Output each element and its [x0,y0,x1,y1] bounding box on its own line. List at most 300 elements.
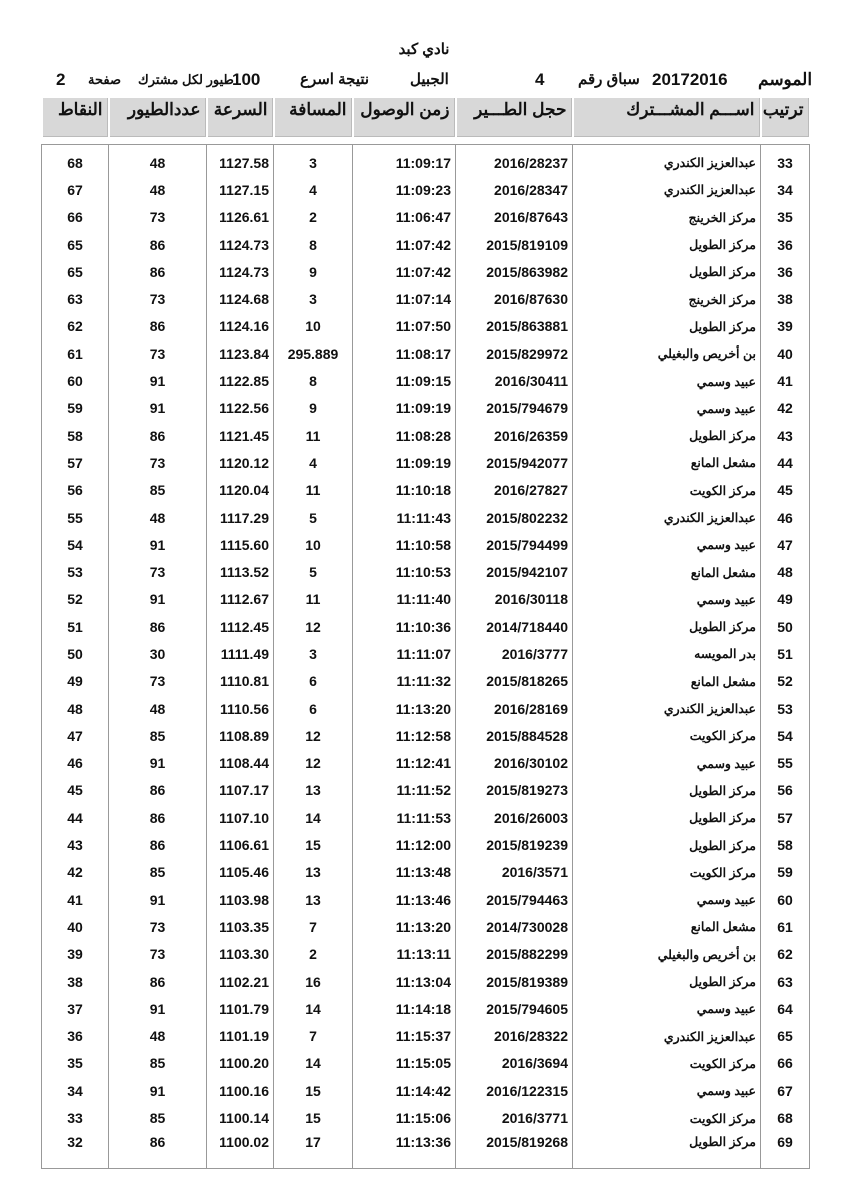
participant-cell: عبيد وسمي [573,531,761,558]
arrival-time-cell: 11:06:47 [353,204,456,231]
ring-cell: 2016/3771 [456,1104,573,1131]
ring-cell: 2016/122315 [456,1077,573,1104]
birds-cell: 85 [109,722,207,749]
birds-cell: 91 [109,750,207,777]
ring-cell: 2015/863982 [456,258,573,285]
table-row [42,204,810,231]
speed-cell: 1108.89 [207,722,274,749]
rank-cell: 63 [761,968,810,995]
column-header-points: النقاط [43,98,108,137]
result-count: 100 [232,70,261,89]
participant-cell: عبيد وسمي [573,586,761,613]
points-cell: 39 [42,941,109,968]
rank-cell: 68 [761,1104,810,1131]
points-cell: 41 [42,886,109,913]
arrival-time-cell: 11:08:17 [353,340,456,367]
points-cell: 47 [42,722,109,749]
arrival-time-cell: 11:13:20 [353,695,456,722]
birds-cell: 73 [109,558,207,585]
points-cell: 32 [42,1132,109,1169]
column-header-arrival-time: زمن الوصول [354,98,455,137]
table-row [42,176,810,203]
table-row [42,750,810,777]
arrival-time-cell: 11:10:53 [353,558,456,585]
distance-cell: 2 [274,941,353,968]
season-label: الموسم [758,70,813,89]
rank-cell: 36 [761,258,810,285]
arrival-time-cell: 11:12:58 [353,722,456,749]
points-cell: 37 [42,995,109,1022]
arrival-time-cell: 11:11:07 [353,640,456,667]
distance-cell: 5 [274,558,353,585]
table-row [42,285,810,312]
birds-cell: 86 [109,1132,207,1169]
column-header-participant: اســـم المشـــترك [574,98,760,137]
table-row [42,695,810,722]
points-cell: 40 [42,913,109,940]
birds-cell: 91 [109,531,207,558]
points-cell: 68 [42,145,109,177]
arrival-time-cell: 11:10:58 [353,531,456,558]
arrival-time-cell: 11:13:48 [353,859,456,886]
participant-cell: مركز الطويل [573,831,761,858]
points-cell: 63 [42,285,109,312]
page-label: صفحة [88,72,121,87]
birds-cell: 73 [109,204,207,231]
participant-cell: بن أخريص والبغيلي [573,941,761,968]
rank-cell: 46 [761,504,810,531]
participant-cell: مركز الطويل [573,804,761,831]
ring-cell: 2015/794679 [456,395,573,422]
rank-cell: 53 [761,695,810,722]
birds-cell: 85 [109,1104,207,1131]
birds-cell: 85 [109,477,207,504]
distance-cell: 15 [274,831,353,858]
rank-cell: 65 [761,1023,810,1050]
points-cell: 67 [42,176,109,203]
participant-cell: مشعل المانع [573,913,761,940]
birds-cell: 86 [109,231,207,258]
rank-cell: 69 [761,1132,810,1169]
race-number: 4 [535,70,545,89]
birds-cell: 73 [109,449,207,476]
rank-cell: 66 [761,1050,810,1077]
distance-cell: 7 [274,1023,353,1050]
distance-cell: 12 [274,613,353,640]
ring-cell: 2015/863881 [456,313,573,340]
speed-cell: 1122.85 [207,367,274,394]
ring-cell: 2015/942107 [456,558,573,585]
points-cell: 44 [42,804,109,831]
table-row [42,941,810,968]
distance-cell: 10 [274,531,353,558]
table-row [42,340,810,367]
table-row [42,449,810,476]
birds-cell: 86 [109,313,207,340]
birds-cell: 85 [109,859,207,886]
page-number: 2 [56,70,66,89]
speed-cell: 1120.04 [207,477,274,504]
points-cell: 65 [42,231,109,258]
distance-cell: 2 [274,204,353,231]
speed-cell: 1100.20 [207,1050,274,1077]
distance-cell: 6 [274,668,353,695]
participant-cell: مركز الكويت [573,477,761,504]
points-cell: 65 [42,258,109,285]
column-header-rank: ترتيب [762,98,809,137]
rank-cell: 60 [761,886,810,913]
participant-cell: مركز الخرينج [573,204,761,231]
distance-cell: 3 [274,285,353,312]
distance-cell: 15 [274,1104,353,1131]
ring-cell: 2016/28169 [456,695,573,722]
participant-cell: عبيد وسمي [573,367,761,394]
participant-cell: مركز الطويل [573,231,761,258]
table-row [42,1104,810,1131]
results-table [41,96,810,1169]
points-cell: 60 [42,367,109,394]
birds-cell: 91 [109,995,207,1022]
club-title: نادي كبد [398,41,450,58]
speed-cell: 1110.81 [207,668,274,695]
column-header-distance: المسافة [275,98,352,137]
rank-cell: 47 [761,531,810,558]
arrival-time-cell: 11:12:41 [353,750,456,777]
rank-cell: 33 [761,145,810,177]
rank-cell: 41 [761,367,810,394]
table-row [42,531,810,558]
rank-cell: 55 [761,750,810,777]
speed-cell: 1100.02 [207,1132,274,1169]
speed-cell: 1124.73 [207,231,274,258]
ring-cell: 2015/794499 [456,531,573,558]
speed-cell: 1112.45 [207,613,274,640]
distance-cell: 295.889 [274,340,353,367]
rank-cell: 56 [761,777,810,804]
rank-cell: 59 [761,859,810,886]
rank-cell: 61 [761,913,810,940]
birds-cell: 86 [109,422,207,449]
points-cell: 43 [42,831,109,858]
table-row [42,558,810,585]
rank-cell: 39 [761,313,810,340]
distance-cell: 11 [274,422,353,449]
participant-cell: عبيد وسمي [573,750,761,777]
rank-cell: 35 [761,204,810,231]
participant-cell: مركز الكويت [573,1050,761,1077]
table-row [42,313,810,340]
race-label: سباق رقم [578,71,640,88]
distance-cell: 17 [274,1132,353,1169]
rank-cell: 58 [761,831,810,858]
ring-cell: 2016/87643 [456,204,573,231]
rank-cell: 50 [761,613,810,640]
distance-cell: 9 [274,258,353,285]
participant-cell: عبيد وسمي [573,395,761,422]
distance-cell: 11 [274,477,353,504]
points-cell: 33 [42,1104,109,1131]
arrival-time-cell: 11:11:52 [353,777,456,804]
birds-cell: 86 [109,258,207,285]
speed-cell: 1100.14 [207,1104,274,1131]
speed-cell: 1100.16 [207,1077,274,1104]
speed-cell: 1121.45 [207,422,274,449]
ring-cell: 2015/794463 [456,886,573,913]
table-header-row [42,96,810,145]
table-row [42,1132,810,1169]
rank-cell: 54 [761,722,810,749]
table-row [42,258,810,285]
table-row [42,1077,810,1104]
birds-cell: 73 [109,285,207,312]
distance-cell: 4 [274,449,353,476]
rank-cell: 45 [761,477,810,504]
rank-cell: 42 [761,395,810,422]
birds-cell: 86 [109,804,207,831]
ring-cell: 2015/819239 [456,831,573,858]
distance-cell: 5 [274,504,353,531]
participant-cell: مركز الكويت [573,859,761,886]
rank-cell: 48 [761,558,810,585]
points-cell: 62 [42,313,109,340]
birds-cell: 73 [109,913,207,940]
distance-cell: 16 [274,968,353,995]
ring-cell: 2015/819268 [456,1132,573,1169]
distance-cell: 8 [274,231,353,258]
arrival-time-cell: 11:14:42 [353,1077,456,1104]
speed-cell: 1101.19 [207,1023,274,1050]
arrival-time-cell: 11:07:50 [353,313,456,340]
participant-cell: عبدالعزيز الكندري [573,504,761,531]
rank-cell: 52 [761,668,810,695]
points-cell: 55 [42,504,109,531]
points-cell: 48 [42,695,109,722]
table-row [42,422,810,449]
points-cell: 49 [42,668,109,695]
distance-cell: 8 [274,367,353,394]
speed-cell: 1107.17 [207,777,274,804]
speed-cell: 1122.56 [207,395,274,422]
ring-cell: 2016/26359 [456,422,573,449]
distance-cell: 14 [274,1050,353,1077]
points-cell: 54 [42,531,109,558]
table-row [42,231,810,258]
distance-cell: 3 [274,145,353,177]
table-row [42,504,810,531]
arrival-time-cell: 11:11:53 [353,804,456,831]
result-label: نتيجة اسرع [300,71,370,88]
arrival-time-cell: 11:15:05 [353,1050,456,1077]
arrival-time-cell: 11:12:00 [353,831,456,858]
participant-cell: مشعل المانع [573,668,761,695]
speed-cell: 1115.60 [207,531,274,558]
arrival-time-cell: 11:07:42 [353,231,456,258]
participant-cell: مركز الطويل [573,777,761,804]
birds-cell: 30 [109,640,207,667]
distance-cell: 7 [274,913,353,940]
arrival-time-cell: 11:08:28 [353,422,456,449]
distance-cell: 6 [274,695,353,722]
table-row [42,913,810,940]
birds-cell: 48 [109,176,207,203]
birds-cell: 86 [109,613,207,640]
birds-cell: 48 [109,695,207,722]
speed-cell: 1124.73 [207,258,274,285]
points-cell: 42 [42,859,109,886]
speed-cell: 1101.79 [207,995,274,1022]
birds-cell: 48 [109,1023,207,1050]
speed-cell: 1110.56 [207,695,274,722]
arrival-time-cell: 11:11:32 [353,668,456,695]
table-row [42,640,810,667]
points-cell: 58 [42,422,109,449]
speed-cell: 1103.35 [207,913,274,940]
rank-cell: 43 [761,422,810,449]
ring-cell: 2016/30102 [456,750,573,777]
rank-cell: 62 [761,941,810,968]
birds-cell: 91 [109,1077,207,1104]
participant-cell: بدر المويسه [573,640,761,667]
distance-cell: 13 [274,777,353,804]
season-value: 20172016 [652,70,728,89]
speed-cell: 1102.21 [207,968,274,995]
rank-cell: 34 [761,176,810,203]
participant-cell: مركز الخرينج [573,285,761,312]
participant-cell: عبدالعزيز الكندري [573,695,761,722]
speed-cell: 1107.10 [207,804,274,831]
participant-cell: عبيد وسمي [573,1077,761,1104]
speed-cell: 1127.58 [207,145,274,177]
arrival-time-cell: 11:09:19 [353,395,456,422]
arrival-time-cell: 11:11:40 [353,586,456,613]
participant-cell: مركز الطويل [573,422,761,449]
distance-cell: 13 [274,859,353,886]
arrival-time-cell: 11:14:18 [353,995,456,1022]
points-cell: 59 [42,395,109,422]
participant-cell: عبيد وسمي [573,995,761,1022]
table-row [42,477,810,504]
table-row [42,1050,810,1077]
ring-cell: 2015/884528 [456,722,573,749]
speed-cell: 1103.98 [207,886,274,913]
distance-cell: 12 [274,750,353,777]
distance-cell: 11 [274,586,353,613]
speed-cell: 1117.29 [207,504,274,531]
speed-cell: 1103.30 [207,941,274,968]
ring-cell: 2014/718440 [456,613,573,640]
distance-cell: 14 [274,995,353,1022]
arrival-time-cell: 11:15:06 [353,1104,456,1131]
per-participant-label: طيور لكل مشترك [138,72,234,87]
points-cell: 36 [42,1023,109,1050]
points-cell: 53 [42,558,109,585]
rank-cell: 44 [761,449,810,476]
rank-cell: 67 [761,1077,810,1104]
birds-cell: 91 [109,367,207,394]
table-row [42,886,810,913]
arrival-time-cell: 11:13:11 [353,941,456,968]
birds-cell: 48 [109,145,207,177]
ring-cell: 2015/819109 [456,231,573,258]
arrival-time-cell: 11:09:15 [353,367,456,394]
speed-cell: 1124.16 [207,313,274,340]
ring-cell: 2016/3777 [456,640,573,667]
arrival-time-cell: 11:13:20 [353,913,456,940]
speed-cell: 1106.61 [207,831,274,858]
arrival-time-cell: 11:07:14 [353,285,456,312]
arrival-time-cell: 11:13:46 [353,886,456,913]
speed-cell: 1113.52 [207,558,274,585]
rank-cell: 38 [761,285,810,312]
table-row [42,1023,810,1050]
arrival-time-cell: 11:10:36 [353,613,456,640]
table-row [42,145,810,177]
rank-cell: 49 [761,586,810,613]
participant-cell: عبدالعزيز الكندري [573,176,761,203]
table-row [42,722,810,749]
distance-cell: 10 [274,313,353,340]
distance-cell: 3 [274,640,353,667]
points-cell: 45 [42,777,109,804]
arrival-time-cell: 11:10:18 [353,477,456,504]
participant-cell: مركز الطويل [573,1132,761,1169]
ring-cell: 2015/829972 [456,340,573,367]
birds-cell: 73 [109,941,207,968]
points-cell: 46 [42,750,109,777]
distance-cell: 4 [274,176,353,203]
table-row [42,668,810,695]
arrival-time-cell: 11:13:04 [353,968,456,995]
table-row [42,586,810,613]
points-cell: 57 [42,449,109,476]
table-row [42,613,810,640]
speed-cell: 1111.49 [207,640,274,667]
participant-cell: مركز الكويت [573,722,761,749]
ring-cell: 2016/28322 [456,1023,573,1050]
distance-cell: 12 [274,722,353,749]
ring-cell: 2016/28237 [456,145,573,177]
participant-cell: عبدالعزيز الكندري [573,1023,761,1050]
rank-cell: 36 [761,231,810,258]
ring-cell: 2015/802232 [456,504,573,531]
points-cell: 66 [42,204,109,231]
ring-cell: 2015/942077 [456,449,573,476]
participant-cell: مركز الطويل [573,258,761,285]
points-cell: 38 [42,968,109,995]
rank-cell: 51 [761,640,810,667]
speed-cell: 1120.12 [207,449,274,476]
speed-cell: 1124.68 [207,285,274,312]
distance-cell: 14 [274,804,353,831]
birds-cell: 73 [109,668,207,695]
ring-cell: 2015/882299 [456,941,573,968]
birds-cell: 91 [109,395,207,422]
participant-cell: مركز الطويل [573,313,761,340]
birds-cell: 48 [109,504,207,531]
participant-cell: مركز الكويت [573,1104,761,1131]
points-cell: 50 [42,640,109,667]
ring-cell: 2015/819273 [456,777,573,804]
points-cell: 35 [42,1050,109,1077]
rank-cell: 64 [761,995,810,1022]
speed-cell: 1108.44 [207,750,274,777]
table-row [42,831,810,858]
rank-cell: 40 [761,340,810,367]
birds-cell: 85 [109,1050,207,1077]
ring-cell: 2016/3571 [456,859,573,886]
speed-cell: 1123.84 [207,340,274,367]
birds-cell: 73 [109,340,207,367]
